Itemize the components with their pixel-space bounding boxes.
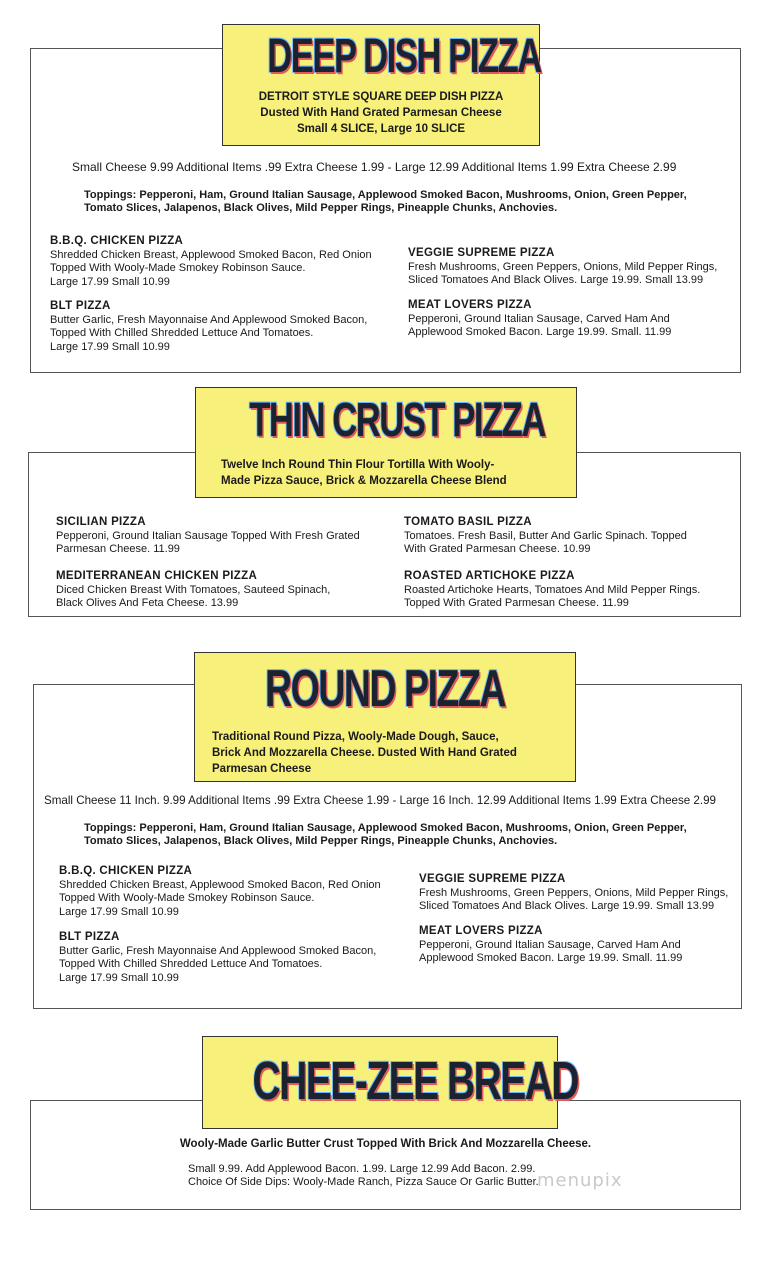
thin-crust-banner [195,387,577,498]
item-name: VEGGIE SUPREME PIZZA [419,873,566,885]
item-desc: Topped With Wooly-Made Smokey Robinson Sauce. [50,262,306,275]
item-name: VEGGIE SUPREME PIZZA [408,247,555,259]
menu-item [50,234,395,289]
item-desc: Roasted Artichoke Hearts, Tomatoes And Mild Pepper Rings. [404,584,701,596]
item-name: B.B.Q. CHICKEN PIZZA [59,865,193,877]
item-desc: Fresh Mushrooms, Green Peppers, Onions, Mild Pepper Rings, [419,887,729,899]
cheezee-line: Choice Of Side Dips: Wooly-Made Ranch, Pizza Sauce Or Garlic Butter. [188,1176,539,1189]
banner-line: Traditional Round Pizza, Wooly-Made Dough, Sauce, [212,731,499,743]
menu-item [59,930,404,985]
item-desc: Topped With Chilled Shredded Lettuce And Tomatoes. [59,958,323,971]
item-desc: Butter Garlic, Fresh Mayonnaise And Applewood Smoked Bacon, [50,314,368,326]
menu-item [419,924,739,966]
item-desc: Sliced Tomatoes And Black Olives. Large 19.99. Small 13.99 [419,900,715,913]
banner-line: Parmesan Cheese [212,763,312,775]
banner-line: Brick And Mozzarella Cheese. Dusted With Hand Grated [212,747,517,759]
round-pizza-title: ROUND PIZZA [264,660,505,718]
menu-item [404,569,734,611]
item-desc: Fresh Mushrooms, Green Peppers, Onions, Mild Pepper Rings, [408,261,718,273]
cheezee-subtitle: Wooly-Made Garlic Butter Crust Topped With Brick And Mozzarella Cheese. [179,1138,592,1150]
item-desc: Large 17.99 Small 10.99 [50,340,170,353]
banner-line: Dusted With Hand Grated Parmesan Cheese [260,107,502,119]
watermark: menupix [537,1170,623,1191]
item-desc: Applewood Smoked Bacon. Large 19.99. Small. 11.99 [419,952,683,965]
item-desc: Parmesan Cheese. 11.99 [56,543,180,556]
toppings-line: Tomato Slices, Jalapenos, Black Olives, Mild Pepper Rings, Pineapple Chunks, Anchovies. [84,202,558,214]
banner-line: Made Pizza Sauce, Brick & Mozzarella Cheese Blend [221,475,507,487]
deep-dish-banner [222,24,540,146]
item-desc: Topped With Wooly-Made Smokey Robinson Sauce. [59,892,315,905]
item-desc: Butter Garlic, Fresh Mayonnaise And Applewood Smoked Bacon, [59,945,377,957]
item-desc: Tomatoes. Fresh Basil, Butter And Garlic Spinach. Topped [404,530,687,542]
item-desc: Topped With Chilled Shredded Lettuce And Tomatoes. [50,327,314,340]
item-name: BLT PIZZA [59,931,120,943]
round-toppings [84,822,734,848]
item-name: ROASTED ARTICHOKE PIZZA [404,570,575,582]
menu-item [56,515,386,557]
deep-dish-price-line: Small Cheese 9.99 Additional Items .99 Extra Cheese 1.99 - Large 12.99 Additional Items 1.99 Extra Cheese 2.99 [72,160,677,174]
item-desc: With Grated Parmesan Cheese. 10.99 [404,543,591,556]
menu-item [408,246,738,288]
menu-item [56,569,386,611]
item-name: MEAT LOVERS PIZZA [408,299,532,311]
item-name: MEDITERRANEAN CHICKEN PIZZA [56,570,258,582]
item-desc: Pepperoni, Ground Italian Sausage, Carved Ham And [419,939,681,951]
menu-item [408,298,738,340]
banner-line: Small 4 SLICE, Large 10 SLICE [296,123,466,135]
item-desc: Shredded Chicken Breast, Applewood Smoked Bacon, Red Onion [59,879,381,891]
item-desc: Topped With Grated Parmesan Cheese. 11.99 [404,597,629,610]
banner-line: Twelve Inch Round Thin Flour Tortilla With Wooly- [221,459,495,471]
cheezee-banner [202,1036,579,1129]
banner-line: DETROIT STYLE SQUARE DEEP DISH PIZZA [258,91,504,103]
toppings-line: Toppings: Pepperoni, Ham, Ground Italian Sausage, Applewood Smoked Bacon, Mushrooms, Onion, Green Pepper, [84,189,687,201]
round-pizza-banner [194,652,576,782]
item-desc: Sliced Tomatoes And Black Olives. Large 19.99. Small 13.99 [408,274,704,287]
menu-item [419,872,739,914]
cheezee-title: CHEE-ZEE BREAD [252,1051,579,1111]
thin-crust-title: THIN CRUST PIZZA [249,394,545,447]
deep-dish-toppings [84,189,734,215]
item-desc: Shredded Chicken Breast, Applewood Smoked Bacon, Red Onion [50,249,372,261]
item-desc: Pepperoni, Ground Italian Sausage Topped With Fresh Grated [56,530,360,542]
menu-item [50,299,395,354]
item-name: BLT PIZZA [50,300,111,312]
toppings-line: Toppings: Pepperoni, Ham, Ground Italian Sausage, Applewood Smoked Bacon, Mushrooms, Onion, Green Pepper, [84,822,687,834]
item-name: TOMATO BASIL PIZZA [404,516,532,528]
item-desc: Diced Chicken Breast With Tomatoes, Sauteed Spinach, [56,584,331,596]
item-desc: Large 17.99 Small 10.99 [50,275,170,288]
cheezee-line: Small 9.99. Add Applewood Bacon. 1.99. Large 12.99 Add Bacon. 2.99. [188,1163,536,1175]
item-desc: Large 17.99 Small 10.99 [59,905,179,918]
cheezee-details [188,1163,539,1190]
menu-item [59,864,404,919]
deep-dish-title: DEEP DISH PIZZA [267,30,541,83]
item-name: B.B.Q. CHICKEN PIZZA [50,235,184,247]
item-desc: Pepperoni, Ground Italian Sausage, Carved Ham And [408,313,670,325]
item-name: MEAT LOVERS PIZZA [419,925,543,937]
menu-item [404,515,734,557]
item-desc: Applewood Smoked Bacon. Large 19.99. Small. 11.99 [408,326,672,339]
item-desc: Large 17.99 Small 10.99 [59,971,179,984]
item-desc: Black Olives And Feta Cheese. 13.99 [56,597,239,610]
item-name: SICILIAN PIZZA [56,516,146,528]
round-price-line: Small Cheese 11 Inch. 9.99 Additional Items .99 Extra Cheese 1.99 - Large 16 Inch. 12.99 Additional Items 1.99 Extra Cheese 2.99 [44,794,716,807]
toppings-line: Tomato Slices, Jalapenos, Black Olives, Mild Pepper Rings, Pineapple Chunks, Anchovies. [84,835,558,847]
